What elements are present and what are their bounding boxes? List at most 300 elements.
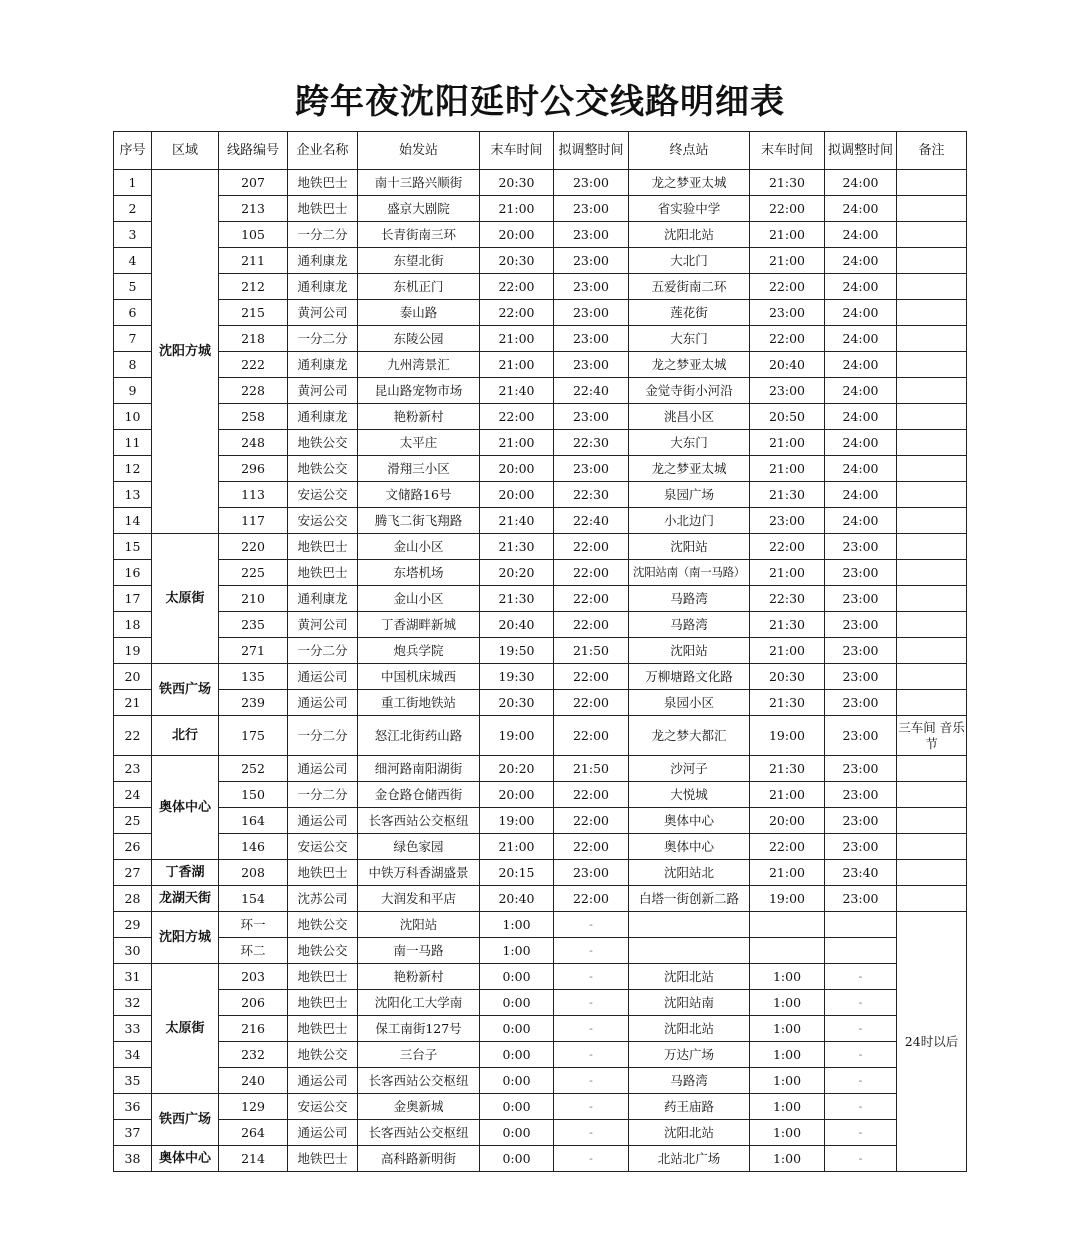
adjusted-time-start: 23:00 [554, 300, 629, 326]
last-bus-start: 20:40 [480, 886, 554, 912]
end-station: 万柳塘路文化路 [629, 664, 750, 690]
table-row [114, 860, 967, 886]
region-cell: 太原街 [152, 534, 219, 664]
last-bus-end: 20:00 [750, 808, 825, 834]
adjusted-time-end: 24:00 [825, 326, 897, 352]
table-row [114, 300, 967, 326]
remarks-cell [897, 482, 967, 508]
company-name: 地铁巴士 [288, 534, 358, 560]
last-bus-end: 21:00 [750, 456, 825, 482]
last-bus-start: 21:00 [480, 326, 554, 352]
end-station: 沙河子 [629, 756, 750, 782]
company-name: 通运公司 [288, 690, 358, 716]
adjusted-time-start: 22:00 [554, 534, 629, 560]
table-row [114, 1146, 967, 1172]
remarks-cell [897, 430, 967, 456]
end-station: 沈阳北站 [629, 1120, 750, 1146]
adjusted-time-end: 23:00 [825, 782, 897, 808]
last-bus-end: 20:30 [750, 664, 825, 690]
end-station: 省实验中学 [629, 196, 750, 222]
page-title: 跨年夜沈阳延时公交线路明细表 [295, 82, 785, 122]
remarks-cell [897, 248, 967, 274]
route-number: 208 [219, 860, 288, 886]
start-station: 东望北街 [358, 248, 480, 274]
company-name: 地铁巴士 [288, 170, 358, 196]
last-bus-start: 22:00 [480, 274, 554, 300]
remarks-cell [897, 352, 967, 378]
row-index: 37 [114, 1120, 152, 1146]
route-number: 271 [219, 638, 288, 664]
last-bus-start: 21:40 [480, 378, 554, 404]
table-row [114, 886, 967, 912]
last-bus-end: 1:00 [750, 1094, 825, 1120]
route-number: 264 [219, 1120, 288, 1146]
company-name: 黄河公司 [288, 378, 358, 404]
route-number: 220 [219, 534, 288, 560]
row-index: 25 [114, 808, 152, 834]
start-station: 艳粉新村 [358, 404, 480, 430]
route-number: 175 [219, 716, 288, 756]
start-station: 金奥新城 [358, 1094, 480, 1120]
row-index: 23 [114, 756, 152, 782]
remarks-cell [897, 756, 967, 782]
adjusted-time-end: - [825, 1120, 897, 1146]
last-bus-start: 21:30 [480, 534, 554, 560]
last-bus-start: 1:00 [480, 912, 554, 938]
route-number: 213 [219, 196, 288, 222]
start-station: 保工南街127号 [358, 1016, 480, 1042]
company-name: 地铁巴士 [288, 964, 358, 990]
route-number: 环二 [219, 938, 288, 964]
row-index: 5 [114, 274, 152, 300]
table-row [114, 964, 967, 990]
table-row [114, 352, 967, 378]
col-header-route: 线路编号 [219, 132, 288, 170]
row-index: 20 [114, 664, 152, 690]
adjusted-time-end: 23:00 [825, 560, 897, 586]
start-station: 泰山路 [358, 300, 480, 326]
last-bus-start: 0:00 [480, 1094, 554, 1120]
row-index: 30 [114, 938, 152, 964]
last-bus-start: 22:00 [480, 300, 554, 326]
company-name: 地铁巴士 [288, 196, 358, 222]
company-name: 通运公司 [288, 756, 358, 782]
company-name: 地铁巴士 [288, 860, 358, 886]
end-station [629, 938, 750, 964]
adjusted-time-end: - [825, 1042, 897, 1068]
table-row [114, 456, 967, 482]
start-station: 金仓路仓储西街 [358, 782, 480, 808]
adjusted-time-start: 23:00 [554, 222, 629, 248]
adjusted-time-start: - [554, 964, 629, 990]
last-bus-end: 21:00 [750, 222, 825, 248]
adjusted-time-end: 23:00 [825, 534, 897, 560]
end-station: 龙之梦大都汇 [629, 716, 750, 756]
adjusted-time-start: 23:00 [554, 248, 629, 274]
end-station: 洮昌小区 [629, 404, 750, 430]
adjusted-time-start: - [554, 938, 629, 964]
row-index: 33 [114, 1016, 152, 1042]
last-bus-end: 1:00 [750, 1016, 825, 1042]
table-row [114, 912, 967, 938]
row-index: 2 [114, 196, 152, 222]
end-station: 沈阳站南 [629, 990, 750, 1016]
last-bus-start: 20:00 [480, 782, 554, 808]
region-cell: 铁西广场 [152, 664, 219, 716]
last-bus-start: 20:00 [480, 482, 554, 508]
last-bus-start: 22:00 [480, 404, 554, 430]
adjusted-time-end: - [825, 964, 897, 990]
last-bus-start: 0:00 [480, 1068, 554, 1094]
row-index: 19 [114, 638, 152, 664]
last-bus-start: 20:15 [480, 860, 554, 886]
last-bus-start: 21:40 [480, 508, 554, 534]
adjusted-time-end: 24:00 [825, 222, 897, 248]
last-bus-end: 21:00 [750, 782, 825, 808]
adjusted-time-start: 22:00 [554, 664, 629, 690]
adjusted-time-start: - [554, 1016, 629, 1042]
route-number: 105 [219, 222, 288, 248]
start-station: 昆山路宠物市场 [358, 378, 480, 404]
last-bus-end: 21:00 [750, 248, 825, 274]
remarks-cell [897, 690, 967, 716]
end-station: 龙之梦亚太城 [629, 170, 750, 196]
company-name: 地铁巴士 [288, 560, 358, 586]
remarks-cell: 24时以后 [897, 912, 967, 1172]
last-bus-start: 21:00 [480, 352, 554, 378]
region-cell: 沈阳方城 [152, 170, 219, 534]
end-station: 沈阳站 [629, 638, 750, 664]
end-station: 大北门 [629, 248, 750, 274]
adjusted-time-start: 23:00 [554, 860, 629, 886]
last-bus-end: 22:00 [750, 274, 825, 300]
last-bus-start: 21:00 [480, 196, 554, 222]
row-index: 35 [114, 1068, 152, 1094]
bus-route-table [113, 131, 967, 1172]
end-station: 奥体中心 [629, 834, 750, 860]
end-station [629, 912, 750, 938]
end-station: 马路湾 [629, 1068, 750, 1094]
adjusted-time-start: 23:00 [554, 274, 629, 300]
company-name: 通利康龙 [288, 404, 358, 430]
company-name: 地铁巴士 [288, 990, 358, 1016]
row-index: 32 [114, 990, 152, 1016]
remarks-cell [897, 586, 967, 612]
last-bus-end [750, 938, 825, 964]
last-bus-start: 21:30 [480, 586, 554, 612]
start-station: 长客西站公交枢纽 [358, 1068, 480, 1094]
end-station: 金觉寺街小河沿 [629, 378, 750, 404]
col-header-region: 区域 [152, 132, 219, 170]
last-bus-end: 22:00 [750, 196, 825, 222]
adjusted-time-start: - [554, 1042, 629, 1068]
route-number: 214 [219, 1146, 288, 1172]
adjusted-time-start: 22:00 [554, 612, 629, 638]
table-body [114, 170, 967, 1172]
company-name: 通利康龙 [288, 274, 358, 300]
start-station: 东塔机场 [358, 560, 480, 586]
last-bus-start: 0:00 [480, 1016, 554, 1042]
company-name: 黄河公司 [288, 300, 358, 326]
last-bus-end: 1:00 [750, 964, 825, 990]
start-station: 中国机床城西 [358, 664, 480, 690]
end-station: 沈阳北站 [629, 1016, 750, 1042]
remarks-cell [897, 222, 967, 248]
adjusted-time-start: 23:00 [554, 404, 629, 430]
last-bus-end: 19:00 [750, 886, 825, 912]
last-bus-start: 20:30 [480, 690, 554, 716]
start-station: 腾飞二街飞翔路 [358, 508, 480, 534]
row-index: 36 [114, 1094, 152, 1120]
row-index: 9 [114, 378, 152, 404]
adjusted-time-start: 21:50 [554, 756, 629, 782]
route-number: 215 [219, 300, 288, 326]
adjusted-time-end: - [825, 990, 897, 1016]
adjusted-time-start: - [554, 1068, 629, 1094]
adjusted-time-end: 24:00 [825, 300, 897, 326]
adjusted-time-start: 22:00 [554, 586, 629, 612]
adjusted-time-end: 24:00 [825, 404, 897, 430]
table-row [114, 170, 967, 196]
adjusted-time-start: - [554, 912, 629, 938]
table-row [114, 222, 967, 248]
col-header-adjusted-start: 拟调整时间 [554, 132, 629, 170]
remarks-cell [897, 664, 967, 690]
adjusted-time-end: 24:00 [825, 196, 897, 222]
row-index: 1 [114, 170, 152, 196]
adjusted-time-end: 24:00 [825, 482, 897, 508]
end-station: 北站北广场 [629, 1146, 750, 1172]
table-row [114, 756, 967, 782]
last-bus-end: 22:30 [750, 586, 825, 612]
adjusted-time-end: - [825, 1146, 897, 1172]
table-row [114, 716, 967, 756]
last-bus-end: 21:30 [750, 612, 825, 638]
adjusted-time-end: 23:00 [825, 586, 897, 612]
company-name: 通运公司 [288, 1068, 358, 1094]
route-number: 206 [219, 990, 288, 1016]
row-index: 10 [114, 404, 152, 430]
table-row [114, 560, 967, 586]
company-name: 沈苏公司 [288, 886, 358, 912]
remarks-cell [897, 808, 967, 834]
last-bus-start: 0:00 [480, 1120, 554, 1146]
last-bus-start: 21:00 [480, 834, 554, 860]
adjusted-time-start: 23:00 [554, 352, 629, 378]
last-bus-start: 20:00 [480, 456, 554, 482]
row-index: 28 [114, 886, 152, 912]
adjusted-time-start: - [554, 1094, 629, 1120]
remarks-cell [897, 326, 967, 352]
adjusted-time-end: 23:40 [825, 860, 897, 886]
last-bus-start: 21:00 [480, 430, 554, 456]
row-index: 31 [114, 964, 152, 990]
last-bus-start: 19:30 [480, 664, 554, 690]
row-index: 3 [114, 222, 152, 248]
route-number: 258 [219, 404, 288, 430]
col-header-last-bus-end: 末车时间 [750, 132, 825, 170]
adjusted-time-start: 22:00 [554, 560, 629, 586]
last-bus-start: 0:00 [480, 990, 554, 1016]
remarks-cell [897, 508, 967, 534]
remarks-cell [897, 860, 967, 886]
end-station: 沈阳北站 [629, 964, 750, 990]
route-number: 239 [219, 690, 288, 716]
last-bus-end: 1:00 [750, 1042, 825, 1068]
adjusted-time-start: - [554, 1146, 629, 1172]
region-cell: 沈阳方城 [152, 912, 219, 964]
row-index: 21 [114, 690, 152, 716]
last-bus-start: 20:20 [480, 756, 554, 782]
company-name: 地铁公交 [288, 912, 358, 938]
row-index: 11 [114, 430, 152, 456]
route-number: 113 [219, 482, 288, 508]
route-number: 150 [219, 782, 288, 808]
route-number: 154 [219, 886, 288, 912]
region-cell: 太原街 [152, 964, 219, 1094]
start-station: 太平庄 [358, 430, 480, 456]
last-bus-end: 21:30 [750, 482, 825, 508]
adjusted-time-end: 24:00 [825, 170, 897, 196]
row-index: 29 [114, 912, 152, 938]
end-station: 沈阳站南（南一马路） [629, 560, 750, 586]
adjusted-time-end: 23:00 [825, 638, 897, 664]
company-name: 地铁公交 [288, 938, 358, 964]
remarks-cell [897, 560, 967, 586]
adjusted-time-start: 23:00 [554, 326, 629, 352]
row-index: 7 [114, 326, 152, 352]
row-index: 26 [114, 834, 152, 860]
route-number: 146 [219, 834, 288, 860]
company-name: 安运公交 [288, 834, 358, 860]
end-station: 药王庙路 [629, 1094, 750, 1120]
table-row [114, 1094, 967, 1120]
col-header-remarks: 备注 [897, 132, 967, 170]
route-number: 248 [219, 430, 288, 456]
adjusted-time-start: 22:40 [554, 378, 629, 404]
company-name: 安运公交 [288, 1094, 358, 1120]
last-bus-start: 0:00 [480, 1042, 554, 1068]
region-cell: 丁香湖 [152, 860, 219, 886]
route-number: 211 [219, 248, 288, 274]
start-station: 长客西站公交枢纽 [358, 808, 480, 834]
route-number: 222 [219, 352, 288, 378]
company-name: 通运公司 [288, 808, 358, 834]
table-row [114, 834, 967, 860]
adjusted-time-start: 22:30 [554, 430, 629, 456]
start-station: 滑翔三小区 [358, 456, 480, 482]
table-row [114, 326, 967, 352]
adjusted-time-start: 23:00 [554, 456, 629, 482]
row-index: 24 [114, 782, 152, 808]
row-index: 22 [114, 716, 152, 756]
last-bus-end: 20:40 [750, 352, 825, 378]
last-bus-end: 23:00 [750, 378, 825, 404]
region-cell: 奥体中心 [152, 1146, 219, 1172]
remarks-cell [897, 196, 967, 222]
company-name: 一分二分 [288, 326, 358, 352]
last-bus-end [750, 912, 825, 938]
start-station: 沈阳站 [358, 912, 480, 938]
region-cell: 铁西广场 [152, 1094, 219, 1146]
start-station: 三台子 [358, 1042, 480, 1068]
adjusted-time-end [825, 912, 897, 938]
end-station: 大东门 [629, 326, 750, 352]
remarks-cell [897, 378, 967, 404]
route-number: 216 [219, 1016, 288, 1042]
row-index: 8 [114, 352, 152, 378]
table-row [114, 534, 967, 560]
adjusted-time-start: - [554, 990, 629, 1016]
row-index: 16 [114, 560, 152, 586]
route-number: 164 [219, 808, 288, 834]
start-station: 东机正门 [358, 274, 480, 300]
last-bus-end: 21:30 [750, 170, 825, 196]
company-name: 黄河公司 [288, 612, 358, 638]
start-station: 长青街南三环 [358, 222, 480, 248]
col-header-last-bus-start: 末车时间 [480, 132, 554, 170]
remarks-cell [897, 274, 967, 300]
adjusted-time-start: - [554, 1120, 629, 1146]
last-bus-end: 23:00 [750, 508, 825, 534]
last-bus-end: 22:00 [750, 834, 825, 860]
region-cell: 奥体中心 [152, 756, 219, 860]
route-number: 212 [219, 274, 288, 300]
row-index: 15 [114, 534, 152, 560]
region-cell: 北行 [152, 716, 219, 756]
route-number: 296 [219, 456, 288, 482]
end-station: 白塔一街创新二路 [629, 886, 750, 912]
table-row [114, 508, 967, 534]
table-row [114, 378, 967, 404]
start-station: 炮兵学院 [358, 638, 480, 664]
region-cell: 龙湖天街 [152, 886, 219, 912]
end-station: 马路湾 [629, 612, 750, 638]
end-station: 大东门 [629, 430, 750, 456]
col-header-company: 企业名称 [288, 132, 358, 170]
last-bus-end: 1:00 [750, 1068, 825, 1094]
table-row [114, 1068, 967, 1094]
table-row [114, 808, 967, 834]
start-station: 盛京大剧院 [358, 196, 480, 222]
route-number: 240 [219, 1068, 288, 1094]
company-name: 地铁巴士 [288, 1016, 358, 1042]
table-row [114, 196, 967, 222]
row-index: 38 [114, 1146, 152, 1172]
row-index: 34 [114, 1042, 152, 1068]
table-row [114, 664, 967, 690]
adjusted-time-end: 24:00 [825, 378, 897, 404]
end-station: 龙之梦亚太城 [629, 456, 750, 482]
company-name: 一分二分 [288, 222, 358, 248]
end-station: 大悦城 [629, 782, 750, 808]
adjusted-time-start: 21:50 [554, 638, 629, 664]
start-station: 细河路南阳湖街 [358, 756, 480, 782]
company-name: 通运公司 [288, 1120, 358, 1146]
remarks-cell [897, 612, 967, 638]
row-index: 27 [114, 860, 152, 886]
row-index: 17 [114, 586, 152, 612]
col-header-adjusted-end: 拟调整时间 [825, 132, 897, 170]
last-bus-start: 1:00 [480, 938, 554, 964]
remarks-cell [897, 404, 967, 430]
col-header-index: 序号 [114, 132, 152, 170]
end-station: 小北边门 [629, 508, 750, 534]
start-station: 金山小区 [358, 586, 480, 612]
route-number: 129 [219, 1094, 288, 1120]
route-number: 207 [219, 170, 288, 196]
adjusted-time-end: 23:00 [825, 808, 897, 834]
